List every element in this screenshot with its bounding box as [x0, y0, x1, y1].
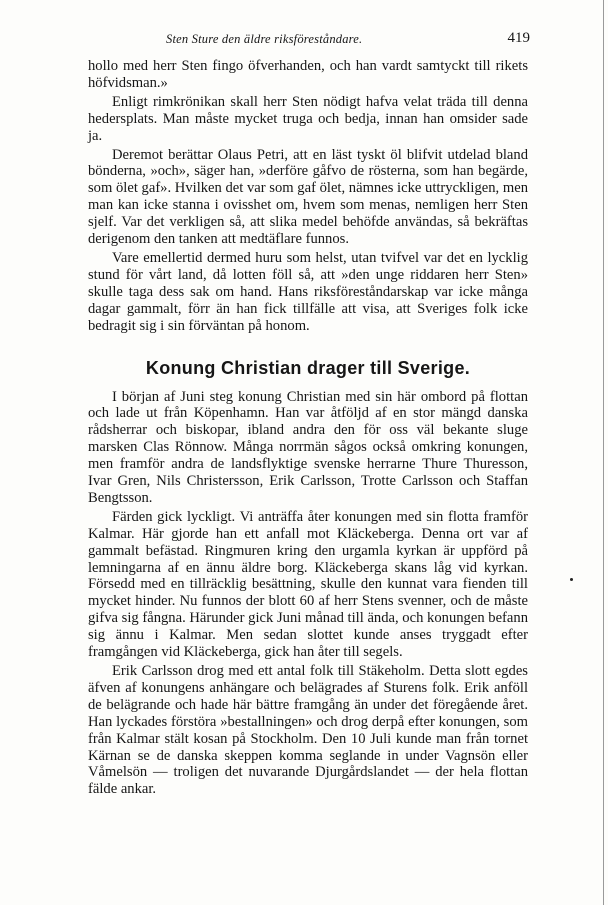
- print-speck: [570, 578, 573, 581]
- paragraph: Färden gick lyckligt. Vi anträffa åter konungen med sin flotta framför Kalmar. Här gjorde han ett anfall mot Kläckeberga. Denna ort var af gammalt befästad. Ringmuren kring den urgamla kyrkan är uppförd på lemningarna af en ännu äldre borg. Kläckeberga skans låg vid kyrkan. Försedd med en tillräcklig besättning, skulle den kunnat vara fienden till mycket hinder. Nu funnos der blott 60 af herr Stens svenner, och de måste gifva sig fångna. Härunder gick Juni månad till ända, och konungen befann sig ännu i Kalmar. Men sedan slottet kunde anses tryggadt efter framgången vid Kläckeberga, gick han åter till segels.: [88, 508, 528, 661]
- running-header: [84, 30, 530, 50]
- page-number: 419: [507, 30, 530, 46]
- paragraph: Erik Carlsson drog med ett antal folk till Stäkeholm. Detta slott egdes äfven af konungens anhängare och belägrades af Sturens folk. Erik anföll de belägrande och hade här bättre framgång än under det föregående året. Han lyckades förstöra »bestallningen» och drog derpå efter konungen, som från Kalmar stält kosan på Stockholm. Den 10 Juli kunde man från tornet Kärnan se de danska skeppen komma seglande in under Vagnsön eller Våmelsön — troligen det nuvarande Djurgårdslandet — der hela flottan fälde ankar.: [88, 663, 528, 798]
- paragraph: Vare emellertid dermed huru som helst, utan tvifvel var det en lycklig stund för vårt land, då lotten föll så, att »den unge riddaren herr Sten» skulle taga dess sak om hand. Hans riksföreståndarskap var icke många dagar gammalt, förr än han fick tillfälle att visa, att Sveriges folk icke bedragit sig i sin förväntan på honom.: [88, 249, 528, 334]
- running-title: Sten Sture den äldre riksföreståndare.: [166, 32, 363, 46]
- paragraph: Enligt rimkrönikan skall herr Sten nödigt hafva velat träda till denna hedersplats. Man måste mycket truga och bedja, innan han omsider sade ja.: [88, 93, 528, 144]
- paragraph-continued: hollo med herr Sten fingo öfverhanden, och han vardt samtyckt till rikets höfvidsman.»: [88, 58, 528, 91]
- paragraph: Deremot berättar Olaus Petri, att en läst tyskt öl blifvit utdelad bland bönderna, »och», säger han, »derföre gåfvo de rösterna, som han begärde, som ölet gaf». Hvilken det var som gaf ölet, nämnes icke uttryckligen, men man kan icke stanna i ovisshet om, hvem som menas, nemligen herr Sten sjelf. Var det verkligen så, att slika medel behöfde användas, så bekräftas derigenom den tanken att medtäflare funnos.: [88, 146, 528, 248]
- section-heading: Konung Christian drager till Sverige.: [145, 357, 471, 378]
- page-edge-line: [603, 0, 604, 905]
- paragraph: I början af Juni steg konung Christian med sin här ombord på flottan och lade ut från Köpenhamn. Han var åtföljd af en stor mängd danska rådsherrar och biskopar, ibland andra den för oss väl bekante sluge marsken Clas Rönnow. Många norrmän sågos också omkring konungen, men framför andra de landsflyktige svenske herrarne Thure Thuresson, Ivar Gren, Nils Christersson, Erik Carlsson, Trotte Carlsson och Staffan Bengtsson.: [88, 388, 528, 506]
- body-text: [88, 58, 528, 798]
